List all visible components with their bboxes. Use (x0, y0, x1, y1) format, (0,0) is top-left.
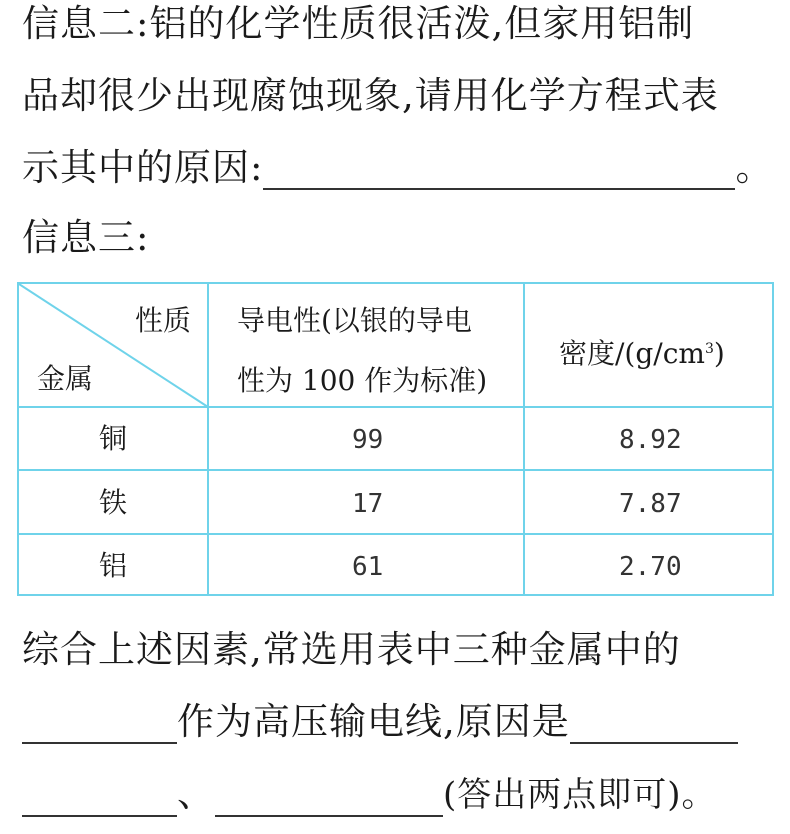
info-two-line-2: 品却很少出现腐蚀现象,请用化学方程式表 (22, 74, 719, 117)
info-three-heading: 信息三: (22, 216, 150, 259)
row-2-metal: 铁 (99, 486, 128, 519)
header-metal-label: 金属 (37, 362, 94, 395)
table-vline-2 (523, 284, 525, 594)
row-3-density: 2.70 (619, 552, 682, 582)
row-3-metal: 铝 (99, 549, 128, 582)
question-line-2 (22, 700, 776, 744)
table-hline-2 (19, 469, 772, 471)
question-line-2-text: 作为高压输电线,原因是 (177, 700, 570, 743)
period: 。 (735, 146, 774, 189)
info-two-line-1: 信息二:铝的化学性质很活泼,但家用铝制 (22, 2, 695, 45)
answer-blank-metal[interactable] (22, 708, 177, 744)
header-conductivity-line-1: 导电性(以银的导电 (237, 304, 472, 337)
header-density (559, 332, 725, 371)
info-two-line-3-text: 示其中的原因: (22, 146, 264, 189)
question-line-3 (22, 772, 776, 817)
header-property-label: 性质 (135, 304, 192, 337)
row-3-conductivity: 61 (352, 552, 384, 582)
header-density-text: 密度/(g/cm (559, 337, 705, 370)
header-density-close: ) (713, 337, 725, 370)
table-hline-3 (19, 533, 772, 535)
separator: 、 (177, 772, 215, 815)
metal-properties-table (17, 282, 774, 596)
question-line-3-end: (答出两点即可)。 (443, 775, 717, 815)
header-density-sup: 3 (704, 341, 714, 357)
header-conductivity-line-2: 性为 100 作为标准) (237, 364, 488, 397)
row-1-conductivity: 99 (352, 425, 384, 455)
row-2-conductivity: 17 (352, 489, 384, 519)
answer-blank-reason-2[interactable] (22, 781, 177, 817)
row-2-density: 7.87 (619, 489, 682, 519)
question-line-1: 综合上述因素,常选用表中三种金属中的 (22, 628, 681, 671)
row-1-metal: 铜 (99, 422, 128, 455)
row-1-density: 8.92 (619, 425, 682, 455)
answer-blank-equation[interactable] (263, 154, 735, 190)
info-two-line-3 (22, 146, 776, 190)
answer-blank-reason-3[interactable] (215, 781, 443, 817)
answer-blank-reason-1[interactable] (570, 708, 738, 744)
